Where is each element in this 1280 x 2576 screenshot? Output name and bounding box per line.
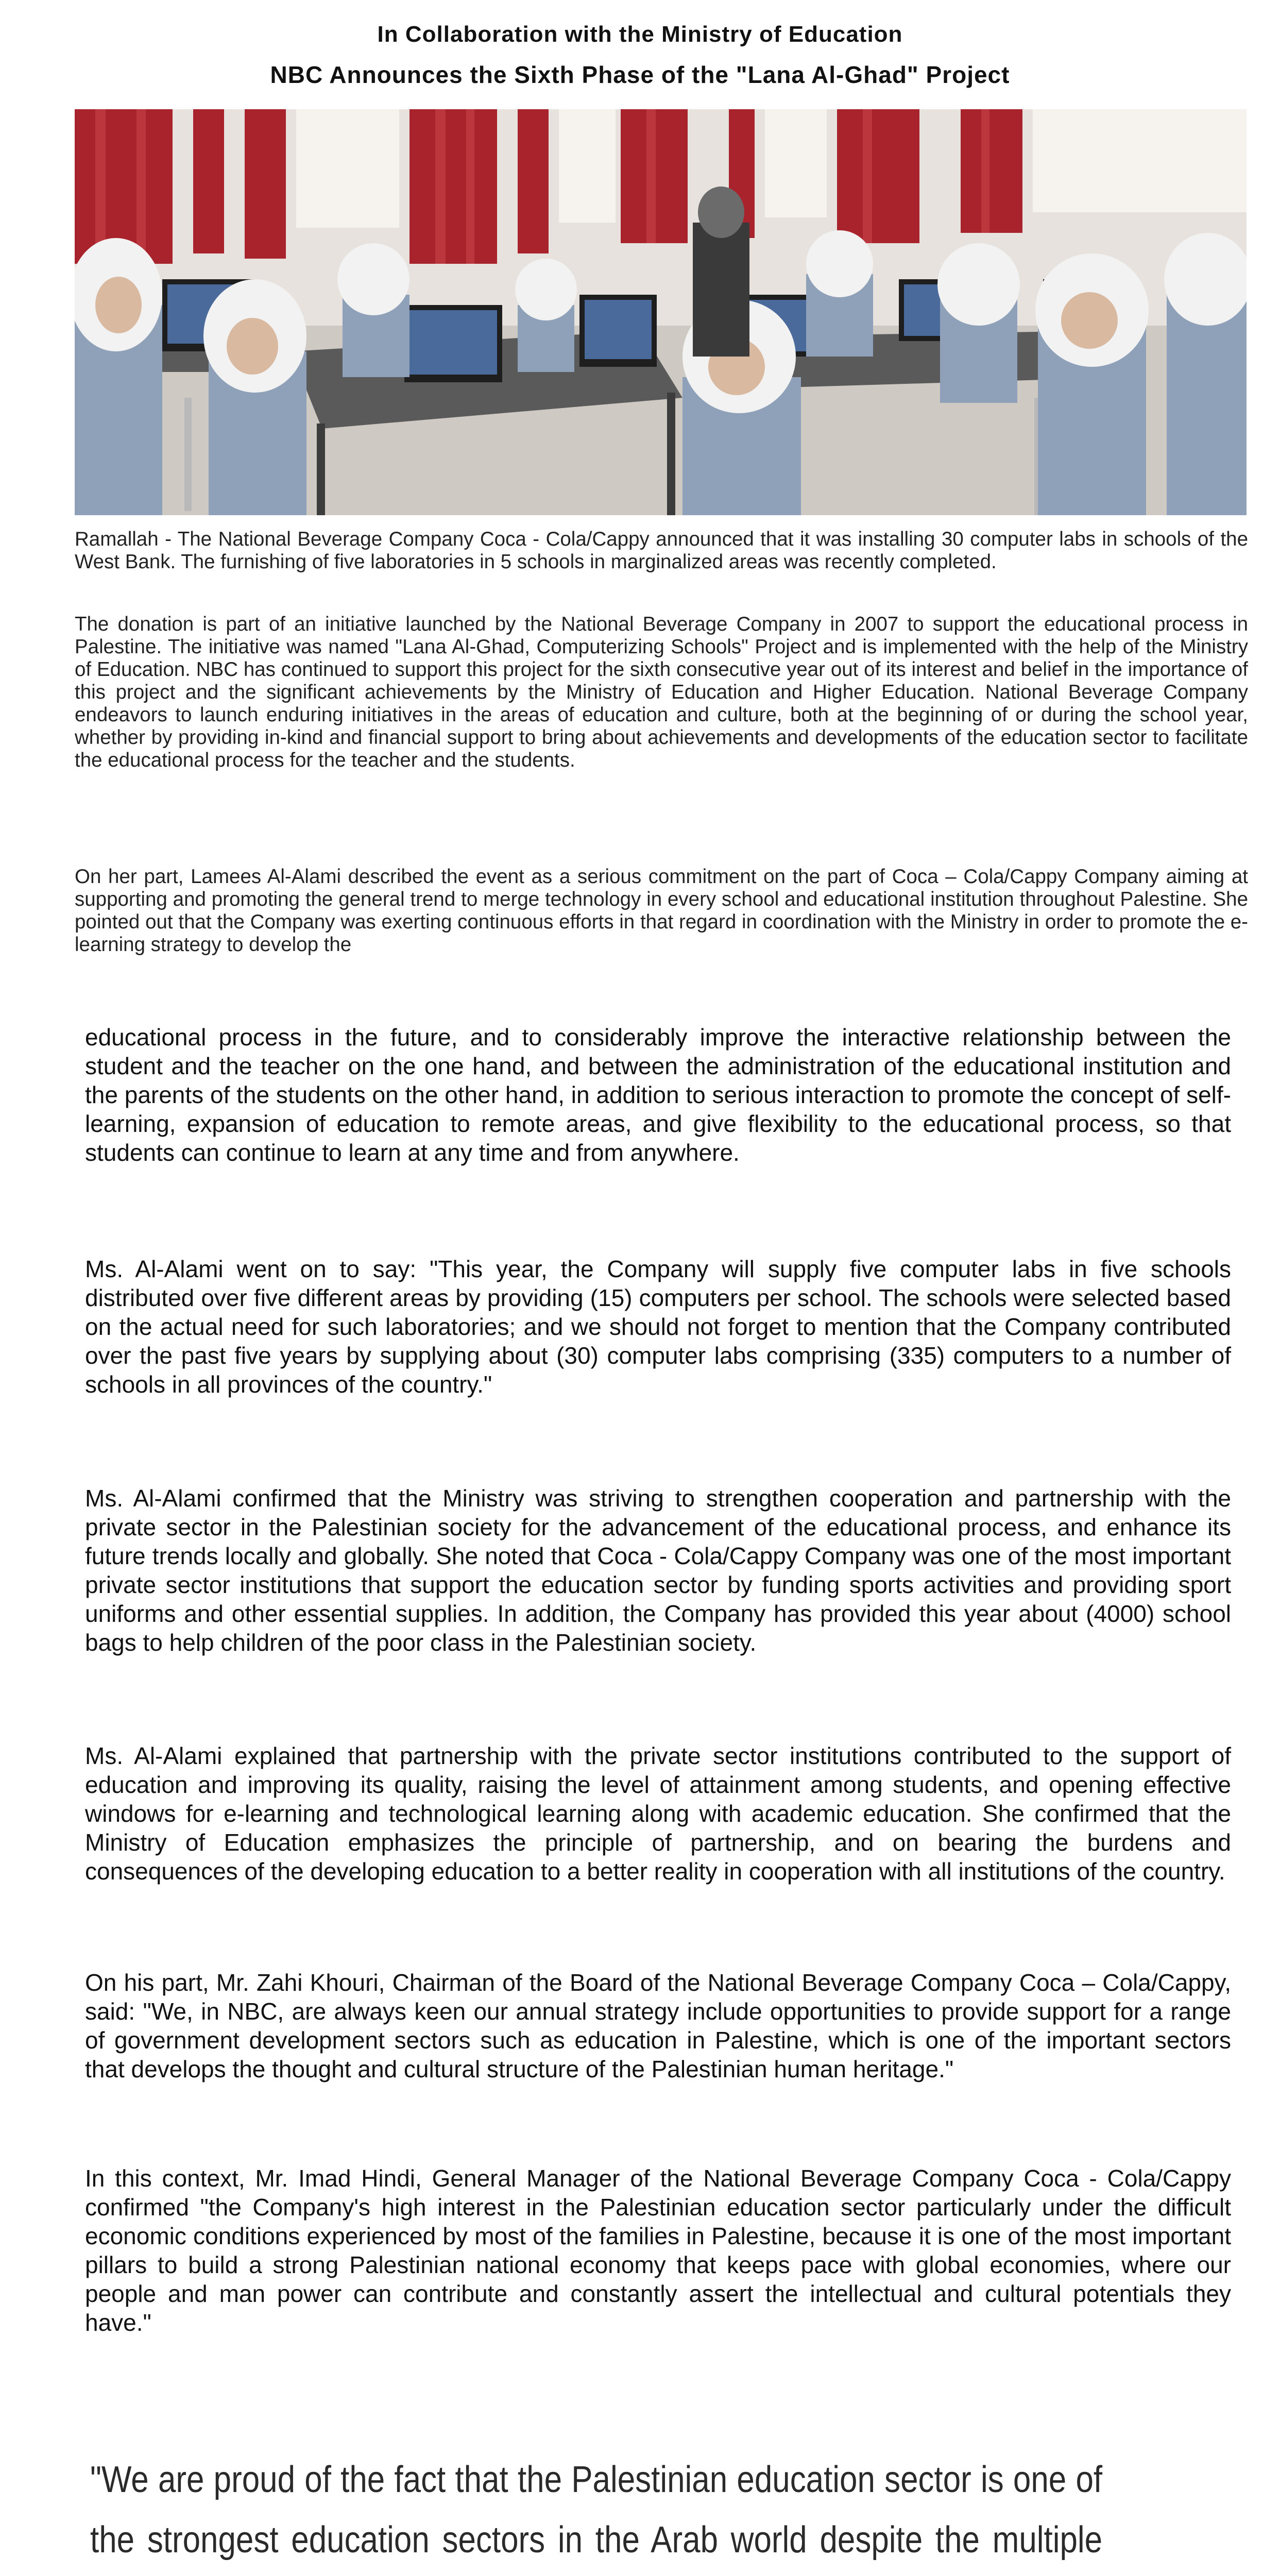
- paragraph-ministry-cooperation: Ms. Al-Alami confirmed that the Ministry was striving to strengthen cooperation and partnership with the private sector in the Palestinian society for the advancement of the educational process, and enhance its future trends locally and globally. She noted that Coca - Cola/Cappy Company was one of the most important private sector institutions that support the education sector by funding sports activities and providing sport uniforms and other essential supplies. In addition, the Company has provided this year about (4000) school bags to help children of the poor class in the Palestinian society.: [85, 1485, 1231, 1656]
- paragraph-zahi-khouri: On his part, Mr. Zahi Khouri, Chairman of the Board of the National Beverage Company Coca – Cola/Cappy, said: "We, in NBC, are always keen our annual strategy include opportunities to provide support for a range of government development sectors such as education in Palestine, which is one of the important sectors that develops the thought and cultural structure of the Palestinian human heritage.": [85, 1969, 1231, 2082]
- curtains: [75, 109, 1022, 264]
- paragraph-initiative: The donation is part of an initiative launched by the National Beverage Company in 2007 to support the educational process in Palestine. The initiative was named "Lana Al-Ghad, Computerizing Schools" Project and is implemented with the help of the Ministry of Education. NBC has continued to support this project for the sixth consecutive year out of its interest and belief in the importance of this project and the significant achievements by the Ministry of Education and Higher Education. National Beverage Company endeavors to launch enduring initiatives in the areas of education and culture, both at the beginning of or during the school year, whether by providing in-kind and financial support to bring about achievements and developments of the education sector to facilitate the educational process for the teacher and the students.: [75, 613, 1248, 771]
- article-headline: NBC Announces the Sixth Phase of the "Lana Al-Ghad" Project: [270, 61, 1010, 88]
- classroom-photo: [75, 109, 1247, 515]
- teacher: [693, 187, 749, 357]
- pull-quote: "We are proud of the fact that the Palestinian education sector is one of the strongest education sectors in the Arab world despite the multiple: [90, 2459, 1103, 2561]
- paragraph-al-alami-commitment: On her part, Lamees Al-Alami described the event as a serious commitment on the part of Coca – Cola/Cappy Company aiming at supporting and promoting the general trend to merge technology in every school and educational institution throughout Palestine. She pointed out that the Company was exerting continuous efforts in that regard in coordination with the Ministry in order to promote the e-learning strategy to develop the: [75, 866, 1248, 956]
- article-kicker: In Collaboration with the Ministry of Education: [377, 22, 903, 47]
- paragraph-imad-hindi: In this context, Mr. Imad Hindi, General Manager of the National Beverage Company Coca - Cola/Cappy confirmed "the Company's high interest in the Palestinian education sector particularly under the difficult economic conditions experienced by most of the families in Palestine, because it is one of the most important pillars to build a strong Palestinian national economy that keeps pace with global economies, where our people and man power can contribute and constantly assert the intellectual and cultural potentials they have.": [85, 2165, 1231, 2336]
- paragraph-e-learning: educational process in the future, and to considerably improve the interactive relationship between the student and the teacher on the one hand, and between the administration of the educational institution and the parents of the students on the other hand, in addition to serious interaction to promote the concept of self-learning, expansion of education to remote areas, and give flexibility to the educational process, so that students can continue to learn at any time and from anywhere.: [85, 1024, 1231, 1166]
- classroom-photo-illustration: [75, 109, 1247, 515]
- paragraph-computer-labs: Ms. Al-Alami went on to say: "This year, the Company will supply five computer labs in five schools distributed over five different areas by providing (15) computers per school. The schools were selected based on the actual need for such laboratories; and we should not forget to mention that the Company contributed over the past five years by supplying about (30) computer labs comprising (335) computers to a number of schools in all provinces of the country.": [85, 1256, 1231, 1398]
- paragraph-intro: Ramallah - The National Beverage Company Coca - Cola/Cappy announced that it was installing 30 computer labs in schools of the West Bank. The furnishing of five laboratories in 5 schools in marginalized areas was recently completed.: [75, 528, 1248, 573]
- paragraph-partnership: Ms. Al-Alami explained that partnership with the private sector institutions contributed to the support of education and improving its quality, raising the level of attainment among students, and opening effective windows for e-learning and technological learning along with academic education. She confirmed that the Ministry of Education emphasizes the principle of partnership, and on bearing the burdens and consequences of the developing education to a better reality in cooperation with all institutions of the country.: [85, 1742, 1231, 1885]
